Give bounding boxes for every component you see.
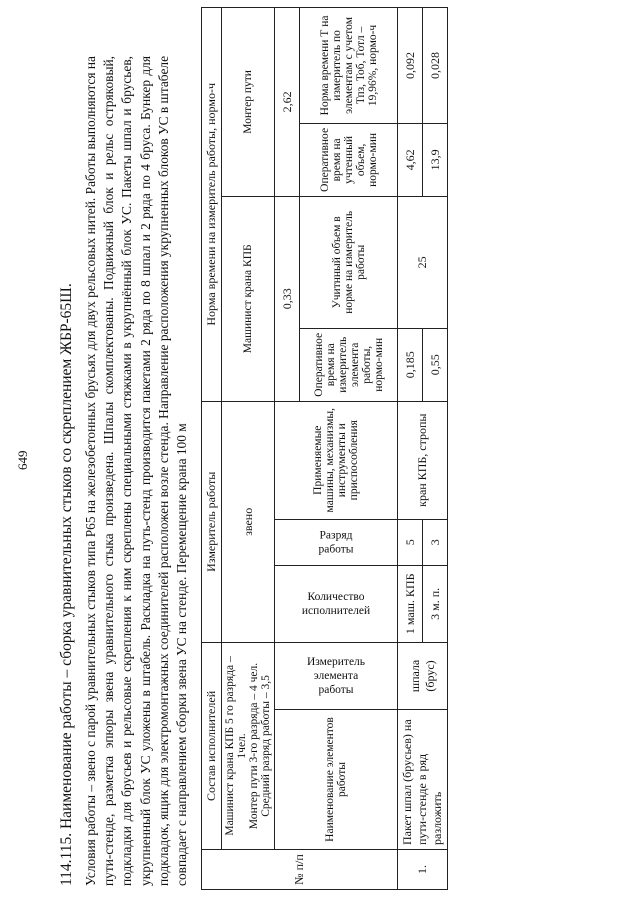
header-op-time-volume: Оперативное время на учтенный объем, нормо-мин <box>300 123 398 196</box>
header-crane-operator: Машинист крана КПБ <box>222 196 275 401</box>
header-element-name: Наименование элементов работы <box>275 710 398 850</box>
row-grade: 5 <box>398 519 423 565</box>
work-conditions: Условия работы – звено с парой уравнительных стыков типа Р65 на железобетонных брусьях для двух рельсовых нитей. Работы выполняются на пути-стенде, разметка эпюры звена уравнительного стыка произведена. Шпалы скомплектованы. Подвижный блок и рельс остряковый, подкладки для брусьев и рельсовые скрепления к ним скреплены специальными стяжками в укрупнённый блок УС. Пакеты шпал и брусьев, укрупненный блок УС уложены в штабель. Раскладка на путь-стенд производится пакетами 2 ряда по 8 шпал и 2 ряда по 4 бруса. Бункер для подкладок, ящик для электромонтажных соединителей расположен возле стенда. Направление расположения укрупненных блоков УС в штабеле совпадает с направлением сборки звена УС на стенде. Перемещение крана 100 м <box>83 55 190 886</box>
rotated-content <box>0 5 640 900</box>
section-heading: 114.115. Наименование работы – сборка уравнительных стыков со скреплением ЖБР-65Ш. <box>58 283 75 886</box>
header-work-meter: Измеритель работы <box>202 401 222 642</box>
row-performers: 3 м. п. <box>423 565 448 642</box>
row-op-time: 0,55 <box>423 328 448 401</box>
page-number: 649 <box>15 450 30 470</box>
row-grade: 3 <box>423 519 448 565</box>
header-element-meter: Измеритель элемента работы <box>275 642 398 709</box>
row-norm: 0,092 <box>398 7 423 123</box>
composition-line: Машинист крана КПБ 5 го разряда – 1чел. <box>224 656 248 836</box>
norm-crane-value: 0,33 <box>275 196 300 401</box>
composition-line: Средний разряд работы – 3,5 <box>260 675 272 817</box>
header-number: № п/п <box>202 850 398 890</box>
header-composition: Состав исполнителей <box>202 642 222 849</box>
composition-line: Монтер пути 3-го разряда – 4 чел. <box>248 662 260 830</box>
row-op-total: 4,62 <box>398 123 423 196</box>
row-op-total: 13,9 <box>423 123 448 196</box>
header-norm-total: Норма времени Т на измеритель по элементам с учетом Тпз, Тоб, Тотл – 19,96%, нормо-ч <box>300 7 398 123</box>
table-row <box>398 7 423 889</box>
norm-table <box>201 7 448 890</box>
work-meter-value: звено <box>222 401 275 642</box>
row-norm: 0,028 <box>423 7 448 123</box>
norm-fitter-value: 2,62 <box>275 7 300 196</box>
header-norm-title: Норма времени на измеритель работы, нормо-ч <box>202 7 222 401</box>
header-performers: Количество исполнителей <box>275 565 398 642</box>
row-performers: 1 маш. КПБ <box>398 565 423 642</box>
row-op-time: 0,185 <box>398 328 423 401</box>
composition-lines <box>222 642 275 849</box>
row-machine: кран КПБ, стропы <box>398 401 448 519</box>
header-machines: Применяемые машины, механизмы, инструменты и приспособления <box>275 401 398 519</box>
header-volume: Учитнный объем в норме на измеритель работы <box>300 196 398 328</box>
row-volume: 25 <box>398 196 448 328</box>
header-grade: Разряд работы <box>275 519 398 565</box>
row-element-meter: шпала (брус) <box>398 642 448 709</box>
row-element-name: Пакет шпал (брусьев) на пути-стенде в ряд разложить <box>398 710 448 850</box>
row-number: 1. <box>398 850 448 890</box>
header-track-fitter: Монтер пути <box>222 7 275 196</box>
header-op-time-element: Оперативное время на измеритель элемента работы, нормо-мин <box>300 328 398 401</box>
